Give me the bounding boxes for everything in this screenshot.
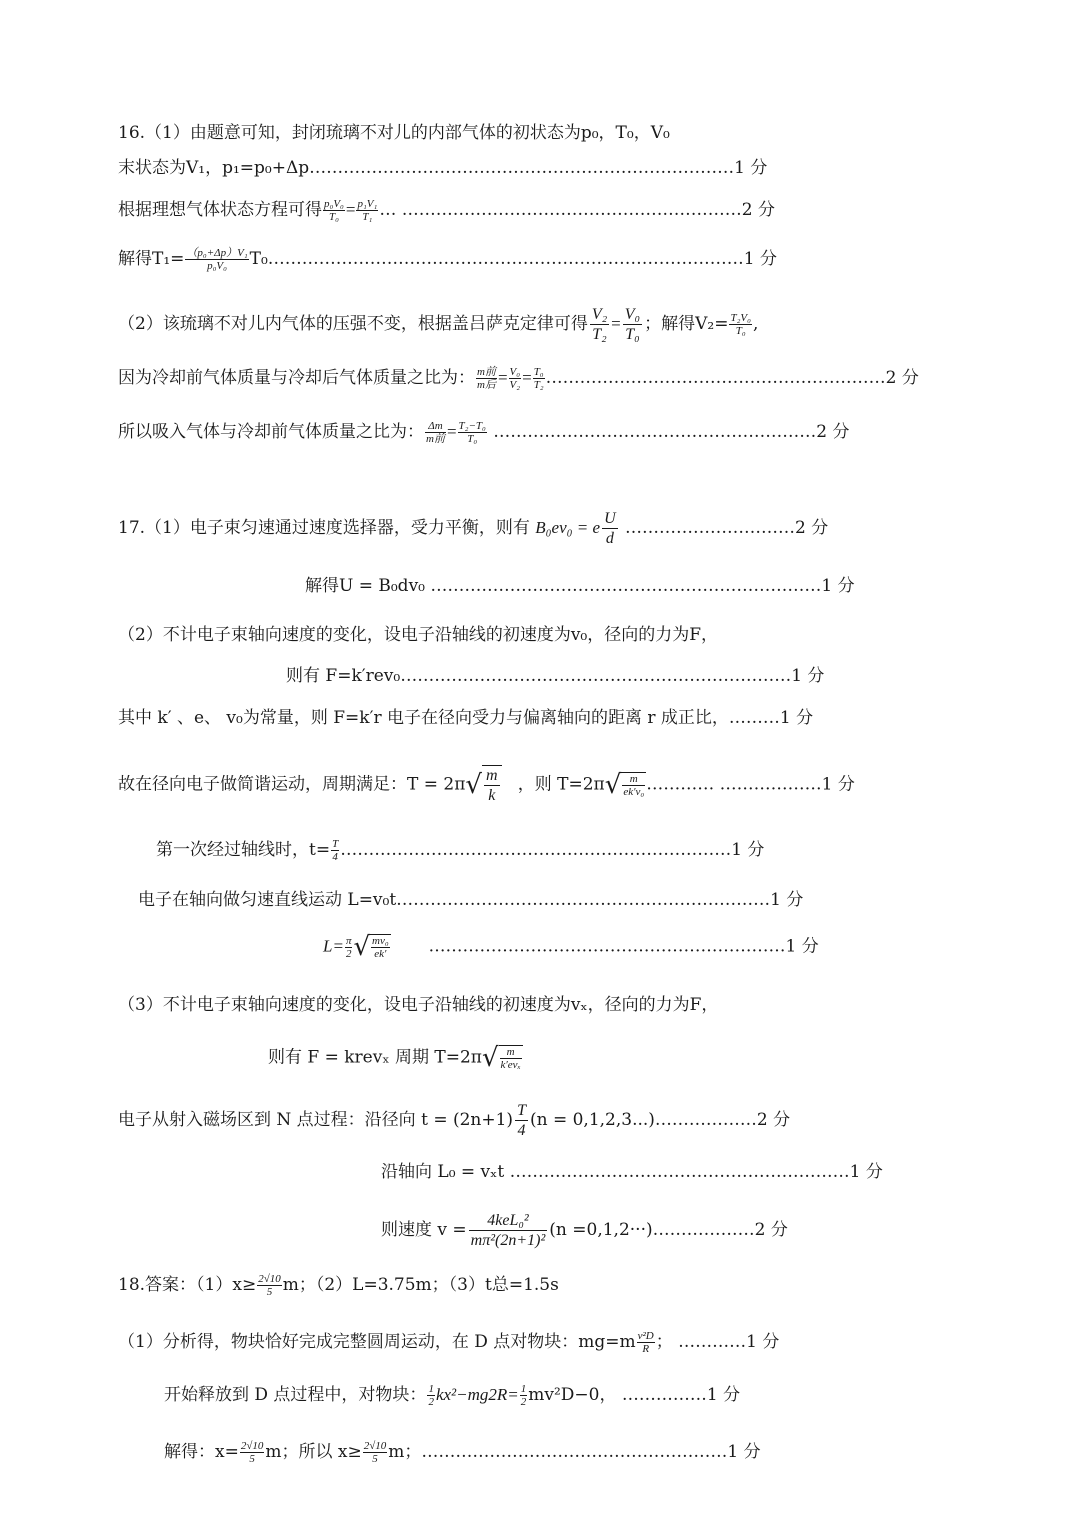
q18-line-1 (118, 1273, 559, 1298)
fraction: $\frac{\text{m前}}{\text{m后}}$ (477, 366, 496, 391)
fraction: $\frac{1}{2}$ (428, 1383, 434, 1408)
q16-line-5: （2）该琉璃不对儿内气体的压强不变，根据盖吕萨克定律可得 $\frac{\text{V₂}}{\text{T₂}}$ = $\frac{\text{V₀}}{\text{T₀}}$ ；解得V₂= $\frac{\text{T₂V₀}}{\text{T₀}}$ , (118, 306, 759, 343)
text: T₀…………………………………………………………………………1 分 (249, 249, 778, 269)
fraction: $\frac{1}{2}$ (520, 1383, 527, 1408)
text: … ……………………………………………………2 分 (379, 200, 775, 220)
text: …………………………2 分 (625, 518, 829, 538)
sqrt: √ $\frac{\text{mv₀}}{ek'}$ (353, 932, 389, 962)
q17-line-12 (118, 1101, 790, 1140)
text: 因为冷却前气体质量与冷却后气体质量之比为： (118, 368, 475, 388)
text: 开始释放到 D 点过程中，对物块： (164, 1385, 427, 1405)
text: …………………………………………………2 分 (493, 422, 850, 442)
sqrt: √ $\frac{m}{k}$ (465, 765, 501, 805)
text: kx²−mg2R= (435, 1385, 519, 1404)
q17-line-7 (156, 838, 764, 863)
fraction: $\frac{\pi}{2}$ (345, 934, 352, 960)
fraction: $\frac{T}{4}$ (332, 838, 339, 863)
q17-line-8: 电子在轴向做匀速直线运动 L=v₀t…………………………………………………………1 分 (138, 890, 804, 910)
text: L= (323, 936, 344, 956)
text: mv²D−0， ……………1 分 (528, 1385, 741, 1405)
fraction: $\frac{\text{V₀}}{\text{V₂}}$ (509, 366, 521, 391)
text: 则有 F = krevₓ 周期 T=2π (268, 1047, 482, 1068)
q16-line-4 (118, 247, 777, 272)
text: 根据理想气体状态方程可得 (118, 200, 322, 220)
fraction: $\frac{\Delta m}{\text{m前}}$ (426, 420, 445, 445)
text: ………………………………………………………1 分 (428, 936, 819, 957)
fraction: $\frac{\text{v²D}}{R}$ (637, 1330, 654, 1355)
q18-line-2 (118, 1330, 779, 1355)
text: 则速度 v = (381, 1220, 467, 1240)
q17-line-3: （2）不计电子束轴向速度的变化，设电子沿轴线的初速度为v₀，径向的力为F， (118, 625, 719, 645)
fraction: $\frac{\text{T₂V₀}}{\text{T₀}}$ (730, 312, 751, 337)
q17-line-6 (118, 765, 855, 805)
fraction: $\frac{\text{p₀V₀}}{\text{T₀}}$ (324, 198, 344, 223)
text: 解得T₁= (118, 249, 185, 269)
text: 第一次经过轴线时，t= (156, 840, 331, 860)
q18-line-4 (164, 1440, 761, 1465)
q16-line-2: 末状态为V₁，p₁=p₀+Δp…………………………………………………………………1 分 (118, 158, 768, 178)
text: 所以吸入气体与冷却前气体质量之比为： (118, 422, 424, 442)
equation: B₀ev₀ = e (535, 518, 601, 537)
q16-line-1: 16.（1）由题意可知，封闭琉璃不对儿的内部气体的初状态为p₀，T₀，V₀ (118, 123, 670, 143)
text: 17.（1）电子束匀速通过速度选择器，受力平衡，则有 (118, 518, 530, 538)
fraction: $\frac{T}{4}$ (517, 1102, 526, 1139)
q17-line-11 (268, 1045, 523, 1071)
text: ； …………1 分 (655, 1332, 780, 1352)
fraction: $\frac{\text{V₂}}{\text{T₂}}$ (591, 306, 608, 343)
text: m；所以 x≥ (265, 1442, 362, 1462)
text: 电子从射入磁场区到 N 点过程：沿径向 t = (2n+1) (118, 1110, 514, 1130)
q16-line-3: 根据理想气体状态方程可得 $\frac{\text{p₀V₀}}{\text{T₀}}$ = $\frac{\text{p₁V₁}}{\text{T₁}}$ … ……………………………………………………2 分 (118, 198, 775, 223)
fraction: $\frac{\text{p₁V₁}}{\text{T₁}}$ (357, 198, 378, 223)
text: m；………………………………………………1 分 (388, 1442, 761, 1462)
sqrt: √ $\frac{m}{\text{k′evₓ}}$ (481, 1043, 521, 1073)
fraction: $\frac{U}{d}$ (604, 510, 616, 547)
q17-line-2: 解得U = B₀dv₀ ……………………………………………………………1 分 (305, 576, 855, 596)
text: 解得：x= (164, 1442, 239, 1462)
text: (n = 0,1,2,3...)………………2 分 (529, 1110, 791, 1130)
q17-line-14 (381, 1211, 788, 1250)
q17-line-5: 其中 k′ 、e、 v₀为常量，则 F=k′r 电子在径向受力与偏离轴向的距离 r 成正比，………1 分 (118, 708, 814, 728)
text: (n =0,1,2···)………………2 分 (549, 1220, 788, 1240)
sqrt: √ $\frac{m}{\text{ek′v₀}}$ (604, 770, 645, 800)
text: ；解得V₂= (644, 314, 729, 334)
fraction: $\frac{\text{T₂−T₀}}{\text{T₀}}$ (458, 420, 486, 445)
q17-line-13: 沿轴向 L₀ = vₓt ……………………………………………………1 分 (381, 1162, 883, 1182)
text: 18.答案：（1）x≥ (118, 1275, 257, 1295)
q16-line-6: 因为冷却前气体质量与冷却后气体质量之比为： $\frac{\text{m前}}{\text{m后}}$ = $\frac{\text{V₀}}{\text{V₂}}$ = $\frac{\text{T₀}}{\text{T₂}}$ ……………………………………………………2 分 (118, 366, 919, 391)
fraction: $\frac{\text{（p₀+Δp）V₁}}{\text{p₀V₀}}$ (186, 247, 248, 272)
fraction: $\frac{2√10}{5}$ (363, 1440, 387, 1465)
text: （2）该琉璃不对儿内气体的压强不变，根据盖吕萨克定律可得 (118, 314, 588, 334)
fraction: $\frac{\text{V₀}}{\text{T₀}}$ (624, 306, 641, 343)
fraction: $\frac{2√10}{5}$ (240, 1440, 264, 1465)
text: m；（2）L=3.75m；（3）t总=1.5s (282, 1275, 559, 1295)
text: （1）分析得，物块恰好完成完整圆周运动，在 D 点对物块：mg=m (118, 1332, 636, 1352)
q17-line-1 (118, 509, 828, 548)
fraction: 4keL₀² mπ²(2n+1)² (470, 1212, 546, 1249)
text: ……………………………………………………2 分 (545, 368, 919, 388)
text: ，则 T=2π (517, 774, 605, 795)
text: ………… ………………1 分 (646, 774, 855, 795)
q16-line-7: 所以吸入气体与冷却前气体质量之比为： $\frac{\Delta m}{\text{m前}}$ = $\frac{\text{T₂−T₀}}{\text{T₀}}$ …………………………………………………2 分 (118, 420, 850, 445)
fraction: $\frac{2√10}{5}$ (258, 1273, 281, 1298)
q18-line-3 (164, 1383, 740, 1408)
text: ……………………………………………………………1 分 (340, 840, 765, 860)
q17-line-10: （3）不计电子束轴向速度的变化，设电子沿轴线的初速度为vₓ，径向的力为F， (118, 995, 719, 1015)
text: 故在径向电子做简谐运动，周期满足：T = 2π (118, 774, 466, 795)
q17-line-9 (323, 934, 819, 960)
fraction: $\frac{\text{T₀}}{\text{T₂}}$ (533, 366, 544, 391)
q17-line-4: 则有 F=k′rev₀……………………………………………………………1 分 (286, 666, 825, 686)
